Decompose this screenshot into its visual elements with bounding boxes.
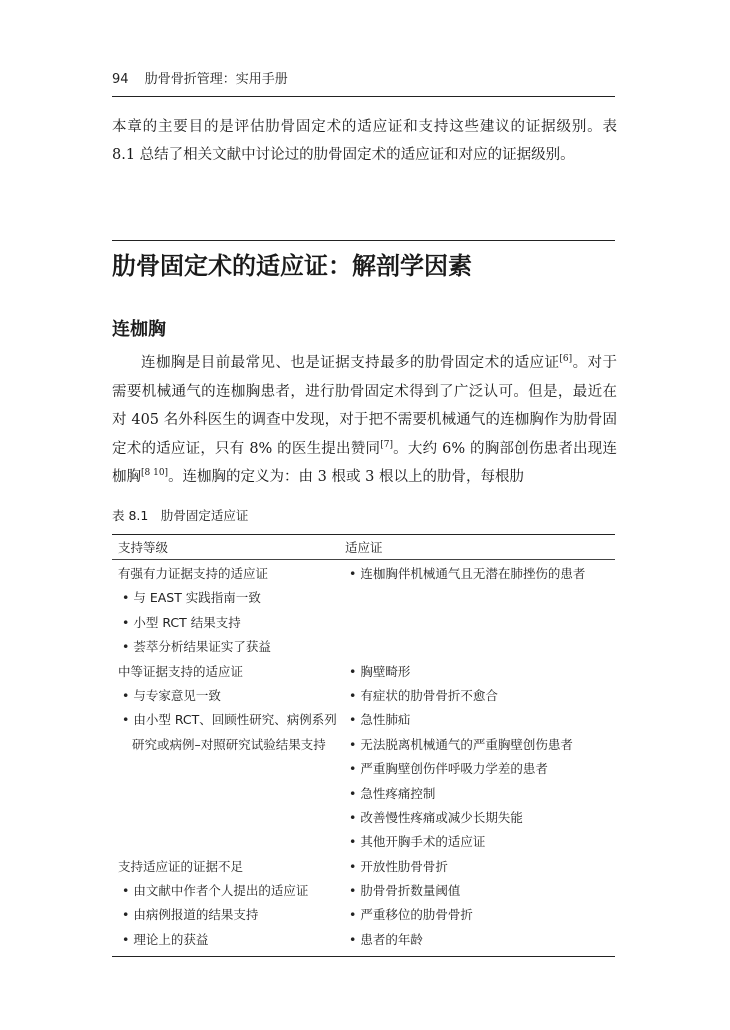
- table-body: [112, 560, 615, 956]
- indication-line: • 胸壁畸形: [349, 663, 411, 679]
- indication-line: • 急性疼痛控制: [349, 785, 436, 801]
- indication-line: • 严重胸壁创伤伴呼吸力学差的患者: [349, 761, 548, 777]
- evidence-level-column: [112, 562, 345, 952]
- evidence-level-line: • 荟萃分析结果证实了获益: [122, 639, 271, 655]
- column-header-evidence-level: 支持等级: [118, 540, 169, 555]
- table-caption: 表 8.1 肋骨固定适应证: [112, 508, 249, 523]
- evidence-level-line: • 由文献中作者个人提出的适应证: [122, 883, 309, 899]
- body-text-part: 连枷胸是目前最常见、也是证据支持最多的肋骨固定术的适应证: [141, 355, 560, 371]
- indication-line: [345, 586, 615, 610]
- indication-line: [345, 635, 615, 659]
- evidence-level-line: • 与 EAST 实践指南一致: [122, 590, 261, 606]
- evidence-level-line: [118, 782, 345, 806]
- evidence-level-line: • 理论上的获益: [122, 931, 209, 947]
- evidence-level-line: • 由病例报道的结果支持: [122, 907, 259, 923]
- indication-line: • 患者的年龄: [349, 931, 423, 947]
- indication-column: [345, 562, 615, 952]
- indications-table: [112, 534, 615, 957]
- book-title: 肋骨骨折管理：实用手册: [144, 72, 288, 87]
- body-text-part: 。连枷胸的定义为：由 3 根或 3 根以上的肋骨，每根肋: [168, 469, 524, 485]
- running-header: [112, 70, 615, 97]
- indication-line: • 有症状的肋骨骨折不愈合: [349, 687, 498, 703]
- body-paragraph: [112, 349, 617, 492]
- indication-line: • 肋骨骨折数量阈值: [349, 883, 461, 899]
- evidence-level-line: • 小型 RCT 结果支持: [122, 614, 241, 630]
- evidence-level-line: 研究或病例–对照研究试验结果支持: [132, 736, 326, 752]
- evidence-level-line: [118, 806, 345, 830]
- evidence-level-line: [118, 830, 345, 854]
- indication-line: • 无法脱离机械通气的严重胸壁创伤患者: [349, 736, 573, 752]
- evidence-level-line: 支持适应证的证据不足: [118, 858, 244, 874]
- column-header-indication: 适应证: [345, 540, 383, 555]
- body-text-part: 。对于需要机械通气的连枷胸患者，进行肋骨固定术得到了广泛认可。但是，最近在对 405 名外科医生的调查中发现，对于把不需要机械通气的连枷胸作为肋骨固定术的适应证，只有 8% 的医生提出赞同: [112, 355, 618, 457]
- indication-line: • 其他开胸手术的适应证: [349, 834, 486, 850]
- indication-line: • 改善慢性疼痛或减少长期失能: [349, 809, 523, 825]
- chapter-divider: [112, 240, 615, 241]
- evidence-level-line: 中等证据支持的适应证: [118, 663, 244, 679]
- section-heading: 连枷胸: [112, 319, 166, 340]
- intro-paragraph: 本章的主要目的是评估肋骨固定术的适应证和支持这些建议的证据级别。表 8.1 总结了相关文献中讨论过的肋骨固定术的适应证和对应的证据级别。: [112, 119, 617, 163]
- indication-line: • 急性肺疝: [349, 712, 411, 728]
- evidence-level-line: [118, 757, 345, 781]
- citation-ref: [8 10]: [141, 468, 169, 479]
- indication-line: [345, 611, 615, 635]
- evidence-level-line: • 与专家意见一致: [122, 687, 221, 703]
- page-number: 94: [112, 72, 129, 87]
- indication-line: • 连枷胸伴机械通气且无潜在肺挫伤的患者: [349, 566, 586, 581]
- indication-line: • 开放性肋骨骨折: [349, 858, 448, 874]
- citation-ref: [7]: [380, 439, 393, 450]
- citation-ref: [6]: [559, 354, 573, 365]
- indication-line: • 严重移位的肋骨骨折: [349, 907, 473, 923]
- body-text-part: 。大约 6% 的胸部创伤患者出现连枷胸: [112, 440, 617, 485]
- chapter-heading: 肋骨固定术的适应证：解剖学因素: [112, 251, 472, 280]
- evidence-level-line: • 由小型 RCT、回顾性研究、病例系列: [122, 712, 337, 728]
- table-header-row: [112, 535, 615, 560]
- evidence-level-line: 有强有力证据支持的适应证: [118, 566, 269, 581]
